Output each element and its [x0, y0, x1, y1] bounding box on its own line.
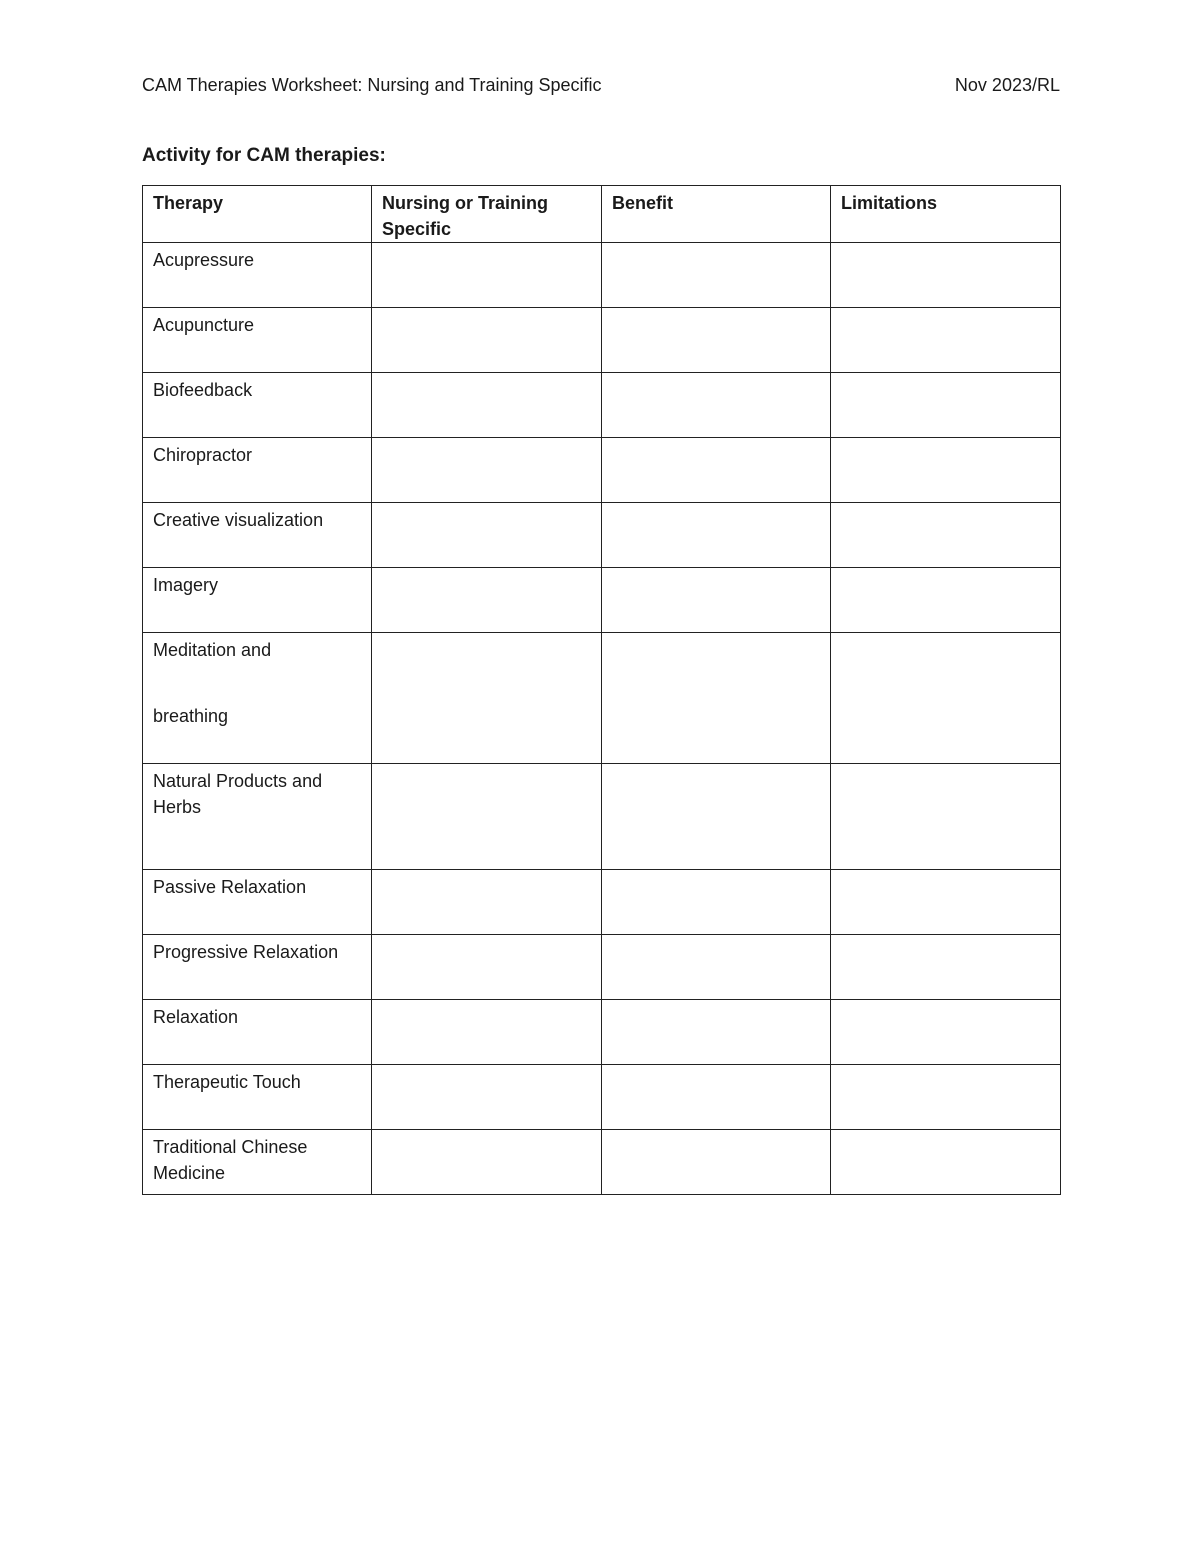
table-row	[143, 764, 1061, 870]
benefit-cell[interactable]	[602, 243, 831, 308]
therapy-cell: Passive Relaxation	[143, 870, 372, 935]
therapy-cell: Traditional Chinese Medicine	[143, 1130, 372, 1195]
therapy-cell: Relaxation	[143, 1000, 372, 1065]
therapy-cell	[143, 633, 372, 764]
table-row	[143, 503, 1061, 568]
limitations-cell[interactable]	[831, 243, 1061, 308]
nursing-or-training-cell[interactable]	[372, 308, 602, 373]
benefit-cell[interactable]	[602, 373, 831, 438]
table-row	[143, 870, 1061, 935]
limitations-cell[interactable]	[831, 503, 1061, 568]
document-date-code: Nov 2023/RL	[954, 75, 1060, 95]
limitations-cell[interactable]	[831, 373, 1061, 438]
nursing-or-training-cell[interactable]	[372, 243, 602, 308]
nursing-or-training-cell[interactable]	[372, 1130, 602, 1195]
therapy-cell-line: Meditation and	[153, 640, 272, 660]
benefit-cell[interactable]	[602, 503, 831, 568]
limitations-cell[interactable]	[831, 438, 1061, 503]
therapy-cell: Acupressure	[143, 243, 372, 308]
benefit-cell[interactable]	[602, 1130, 831, 1195]
benefit-cell[interactable]	[602, 438, 831, 503]
nursing-or-training-cell[interactable]	[372, 870, 602, 935]
benefit-cell[interactable]	[602, 308, 831, 373]
benefit-cell[interactable]	[602, 935, 831, 1000]
benefit-cell[interactable]	[602, 1065, 831, 1130]
nursing-or-training-cell[interactable]	[372, 935, 602, 1000]
table-row	[143, 568, 1061, 633]
nursing-or-training-cell[interactable]	[372, 764, 602, 870]
nursing-or-training-cell[interactable]	[372, 373, 602, 438]
nursing-or-training-cell[interactable]	[372, 568, 602, 633]
table-row	[143, 1000, 1061, 1065]
table-header-row	[143, 186, 1061, 243]
nursing-or-training-cell[interactable]	[372, 1065, 602, 1130]
table-row	[143, 633, 1061, 764]
limitations-cell[interactable]	[831, 308, 1061, 373]
table-row	[143, 438, 1061, 503]
cam-therapies-table	[142, 185, 1061, 1195]
table-row	[143, 1130, 1061, 1195]
limitations-cell[interactable]	[831, 870, 1061, 935]
limitations-cell[interactable]	[831, 633, 1061, 764]
table-row	[143, 1065, 1061, 1130]
benefit-cell[interactable]	[602, 870, 831, 935]
page-header	[142, 74, 1060, 96]
benefit-cell[interactable]	[602, 633, 831, 764]
nursing-or-training-cell[interactable]	[372, 438, 602, 503]
therapy-cell-line: breathing	[153, 706, 229, 726]
table-row	[143, 373, 1061, 438]
column-header-benefit: Benefit	[602, 186, 831, 243]
column-header-therapy: Therapy	[143, 186, 372, 243]
limitations-cell[interactable]	[831, 568, 1061, 633]
limitations-cell[interactable]	[831, 935, 1061, 1000]
column-header-nursing-or-training: Nursing or Training Specific	[372, 186, 602, 243]
limitations-cell[interactable]	[831, 764, 1061, 870]
benefit-cell[interactable]	[602, 764, 831, 870]
nursing-or-training-cell[interactable]	[372, 503, 602, 568]
table-row	[143, 308, 1061, 373]
limitations-cell[interactable]	[831, 1065, 1061, 1130]
therapy-cell: Creative visualization	[143, 503, 372, 568]
column-header-limitations: Limitations	[831, 186, 1061, 243]
table-row	[143, 935, 1061, 1000]
limitations-cell[interactable]	[831, 1000, 1061, 1065]
document-title: CAM Therapies Worksheet: Nursing and Training Specific	[142, 75, 602, 95]
benefit-cell[interactable]	[602, 568, 831, 633]
benefit-cell[interactable]	[602, 1000, 831, 1065]
activity-heading: Activity for CAM therapies:	[142, 145, 386, 166]
therapy-cell: Imagery	[143, 568, 372, 633]
limitations-cell[interactable]	[831, 1130, 1061, 1195]
nursing-or-training-cell[interactable]	[372, 1000, 602, 1065]
table-row	[143, 243, 1061, 308]
therapy-cell: Progressive Relaxation	[143, 935, 372, 1000]
therapy-cell: Biofeedback	[143, 373, 372, 438]
therapy-cell: Therapeutic Touch	[143, 1065, 372, 1130]
nursing-or-training-cell[interactable]	[372, 633, 602, 764]
therapy-cell: Acupuncture	[143, 308, 372, 373]
therapy-cell: Chiropractor	[143, 438, 372, 503]
therapy-cell: Natural Products and Herbs	[143, 764, 372, 870]
